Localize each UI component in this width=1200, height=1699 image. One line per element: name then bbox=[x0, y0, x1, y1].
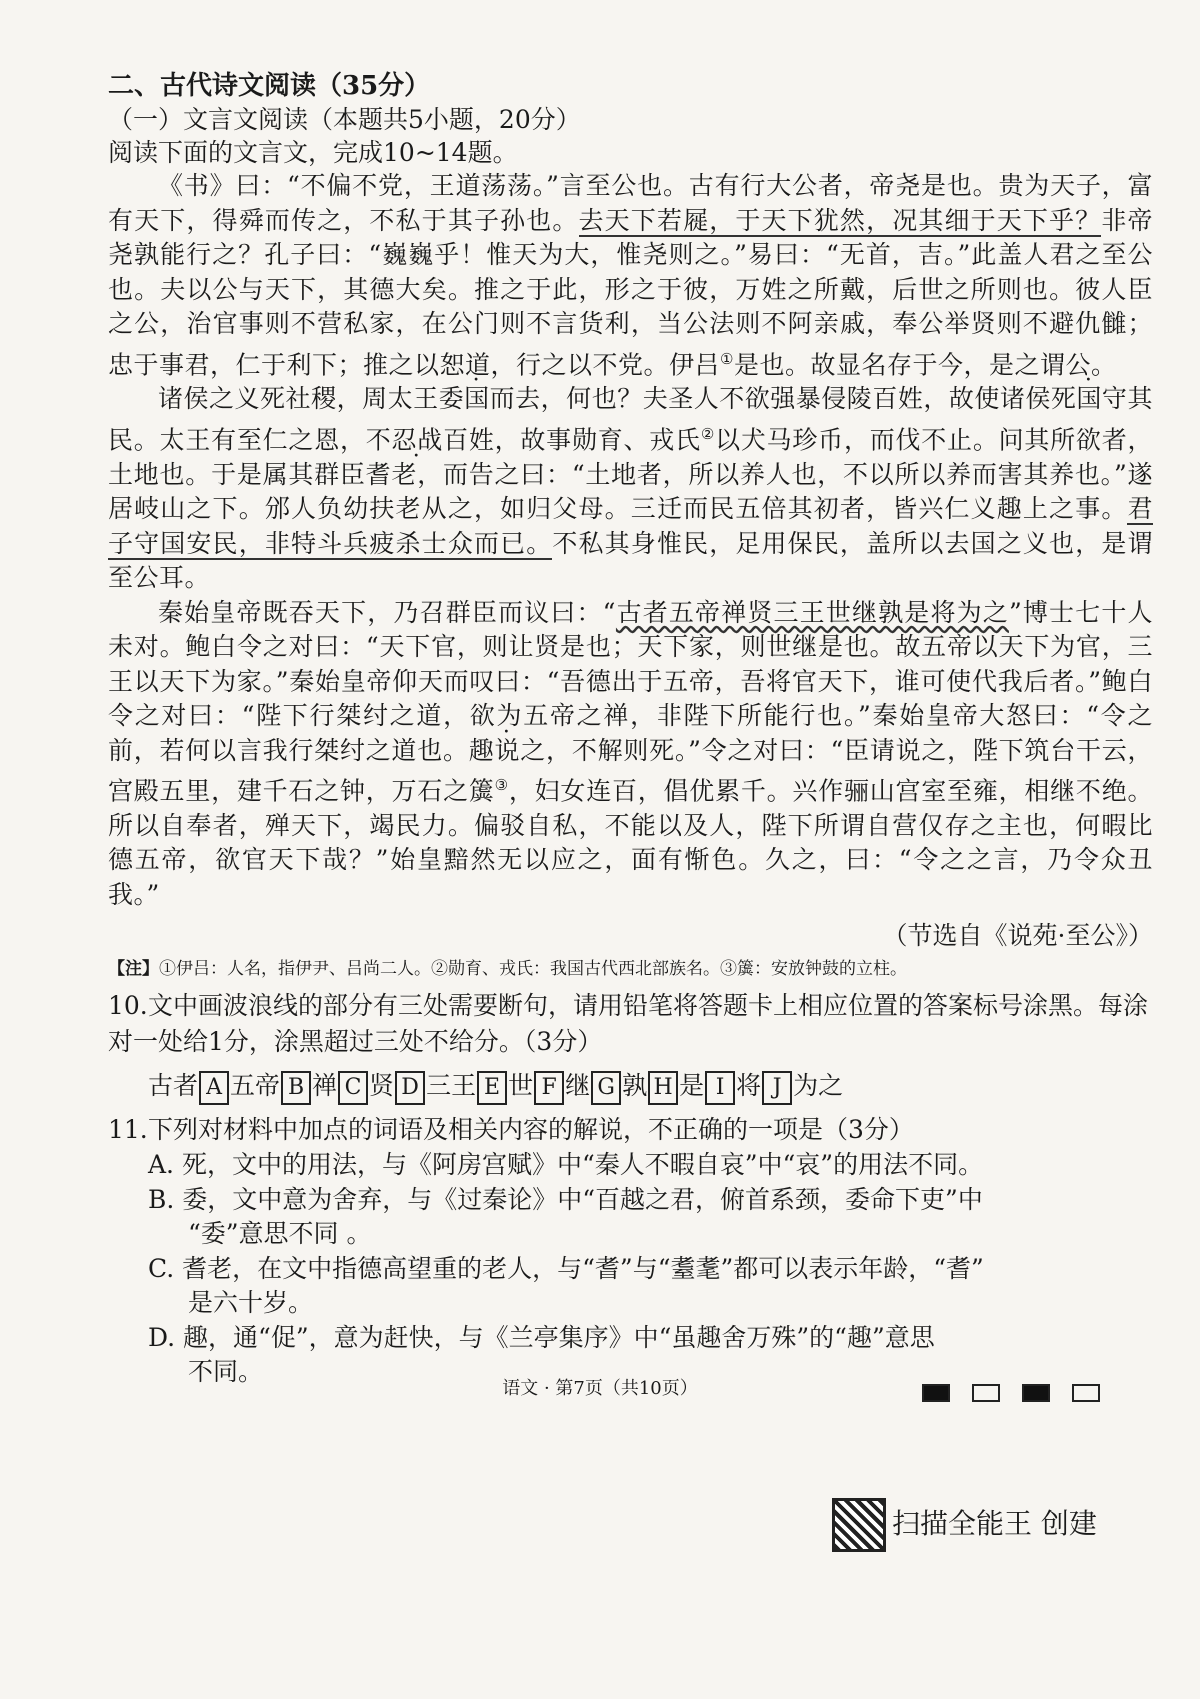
scanner-watermark bbox=[832, 1498, 1097, 1550]
option-b-continued bbox=[108, 1217, 1153, 1252]
text-segment: 继 bbox=[565, 1071, 591, 1101]
watermark-text: 扫描全能王 创建 bbox=[892, 1507, 1097, 1540]
answer-box-j[interactable]: J bbox=[762, 1071, 792, 1105]
registration-marks bbox=[922, 1382, 1122, 1402]
text-run: 说之，不解则死。”令之对曰：“臣请说之，陛下筑台干云，宫殿五里，建千石之钟，万石之簴 bbox=[108, 735, 1153, 806]
note-marker: ③ bbox=[494, 776, 509, 795]
text-run: 秦始皇帝既吞天下，乃召群臣而议曰：“ bbox=[158, 597, 616, 627]
question-number: 10. bbox=[108, 991, 148, 1021]
dotted-word: 耆老 bbox=[365, 459, 418, 489]
note-label: 【注】 bbox=[108, 959, 159, 980]
underlined-sentence: 去天下若屣，于天下犹然，况其细于天下乎？ bbox=[578, 205, 1102, 235]
text-segment: 五帝 bbox=[230, 1071, 281, 1101]
text-segment: 世 bbox=[508, 1071, 534, 1101]
dotted-word: 趣 bbox=[468, 735, 495, 765]
answer-box-h[interactable]: H bbox=[648, 1071, 678, 1105]
underlined-sentence: 君子守国安民，非特斗兵疲杀士众而已。 bbox=[108, 494, 1153, 558]
question-text: 下列对材料中加点的词语及相关内容的解说，不正确的一项是（3分） bbox=[148, 1115, 914, 1145]
text-segment: 为之 bbox=[793, 1071, 844, 1101]
question-text: 文中画波浪线的部分有三处需要断句，请用铅笔将答题卡上相应位置的答案标号涂黑。每涂对一处给1分，涂黑超过三处不给分。（3分） bbox=[108, 991, 1149, 1057]
text-segment: 三王 bbox=[426, 1071, 477, 1101]
text-segment: 贤 bbox=[369, 1071, 395, 1101]
question-11 bbox=[108, 1112, 1153, 1148]
passage-paragraph-3 bbox=[108, 596, 1153, 913]
filled-mark-icon bbox=[1022, 1384, 1050, 1402]
option-text: 是六十岁。 bbox=[188, 1288, 314, 1318]
option-text: 不同。 bbox=[188, 1357, 264, 1387]
question-number: 11. bbox=[108, 1115, 148, 1145]
text-run: 以犬马珍币，而伐不止。问其所欲者，土地也。于是属其群臣 bbox=[108, 425, 1153, 489]
note-text: ①伊吕：人名，指伊尹、吕尚二人。②勋育、戎氏：我国古代西北部族名。③簴：安放钟鼓的立柱。 bbox=[159, 959, 907, 980]
answer-box-c[interactable]: C bbox=[338, 1071, 368, 1105]
text-run: 国而去，何也？夫圣人不欲强暴侵陵百姓，故使诸侯 bbox=[464, 384, 1051, 414]
text-run: 是也。故显名存于今，是之谓公。 bbox=[733, 349, 1117, 379]
dotted-word: 死 bbox=[1050, 384, 1077, 414]
note-marker: ① bbox=[720, 349, 734, 368]
text-segment: 禅 bbox=[312, 1071, 338, 1101]
text-run: 《书》曰：“不偏不党，王道荡荡。”言至公也。古有行大公者，帝尧是也。贵为天子，富有天下，得舜而传之，不私于其子孙也。 bbox=[108, 171, 1153, 235]
question-10 bbox=[108, 988, 1153, 1060]
qr-code-icon bbox=[832, 1498, 886, 1552]
empty-mark-icon bbox=[972, 1384, 1000, 1402]
text-segment: 将 bbox=[736, 1071, 762, 1101]
answer-box-i[interactable]: I bbox=[705, 1071, 735, 1105]
answer-box-d[interactable]: D bbox=[395, 1071, 425, 1105]
passage-paragraph-1 bbox=[108, 169, 1153, 382]
text-run: ”博士七十人未对。鲍白令之对曰：“天下官，则让贤是也；天下家，则世继是也。故五帝以天下为官，三王以天下为家。”秦始皇帝仰天而叹曰：“吾德出于五帝，吾将官天下，谁可使代我后者。”鲍白令之对曰：“陛下行桀纣之道，欲为五帝之禅，非陛下所能行也。”秦始皇帝大怒曰：“令之前，若何以言我行桀纣之道也。 bbox=[108, 597, 1153, 765]
exam-page bbox=[108, 70, 1153, 1390]
option-d[interactable]: D. 趣，通“促”，意为赶快，与《兰亭集序》中“虽趣舍万殊”的“趣”意思 bbox=[148, 1322, 935, 1352]
text-run: ，而告之曰：“土地者，所以养人也，不以所以养而害其养也。”遂居岐山之下。邠人负幼扶老从之，如归父母。三迁而民五倍其初者，皆兴仁义趣上之事。 bbox=[108, 459, 1153, 524]
note-marker: ② bbox=[700, 424, 716, 443]
text-segment: 孰 bbox=[622, 1071, 648, 1101]
wavy-underlined-text: 古者五帝禅贤三王世继孰是将为之 bbox=[615, 597, 1009, 627]
text-run: 国守其民。太王有至仁之恩，不忍战百姓，故事勋育、戎氏 bbox=[108, 384, 1153, 455]
instruction: 阅读下面的文言文，完成10~14题。 bbox=[108, 138, 518, 167]
answer-box-e[interactable]: E bbox=[477, 1071, 507, 1105]
option-text: “委”意思不同 。 bbox=[188, 1219, 372, 1249]
passage-paragraph-2 bbox=[108, 382, 1153, 595]
option-a[interactable]: A. 死，文中的用法，与《阿房宫赋》中“秦人不暇自哀”中“哀”的用法不同。 bbox=[148, 1150, 984, 1180]
passage-source: （节选自《说苑·至公》） bbox=[882, 921, 1153, 951]
text-run: 非帝尧孰能行之？孔子曰：“巍巍乎！惟天为大，惟尧则之。”易曰：“无首，吉。”此盖人君之至公也。夫以公与天下，其德大矣。推之于此，形之于彼，万姓之所戴，后世之所则也。彼人臣之公，治官事则不营私家，在公门则不言货利，当公法则不阿亲戚，奉公举贤则不避仇雠；忠于事君，仁于利下；推之以恕道，行之以不党。伊吕 bbox=[108, 205, 1153, 379]
answer-box-f[interactable]: F bbox=[534, 1071, 564, 1105]
empty-mark-icon bbox=[1072, 1384, 1100, 1402]
option-c-continued bbox=[108, 1286, 1153, 1321]
dotted-word: 委 bbox=[438, 384, 465, 414]
text-run: 诸侯之义死社稷，周太王 bbox=[158, 384, 439, 414]
answer-box-b[interactable]: B bbox=[281, 1071, 311, 1105]
option-b[interactable]: B. 委，文中意为舍弃，与《过秦论》中“百越之君，俯首系颈，委命下吏”中 bbox=[148, 1184, 983, 1214]
text-run: 不私其身惟民，足用保民，盖所以去国之义也，是谓至公耳。 bbox=[108, 528, 1153, 593]
text-run: ，妇女连百，倡优累千。兴作骊山宫室至雍，相继不绝。所以自奉者，殚天下，竭民力。偏驳自私，不能以及人，陛下所谓自营仅存之主也，何暇比德五帝，欲官天下哉？”始皇黯然无以应之，面有惭色。久之，曰：“令之之言，乃令众丑我。” bbox=[108, 776, 1153, 909]
filled-mark-icon bbox=[922, 1384, 950, 1402]
page-footer: 语文 · 第7页（共10页） bbox=[502, 1378, 698, 1399]
text-segment: 是 bbox=[679, 1071, 705, 1101]
option-c[interactable]: C. 耆老，在文中指德高望重的老人，与“耆”与“耋耄”都可以表示年龄，“耆” bbox=[148, 1253, 984, 1283]
answer-options-row bbox=[148, 1066, 1153, 1106]
section-subtitle: （一）文言文阅读（本题共5小题，20分） bbox=[108, 105, 581, 134]
answer-box-g[interactable]: G bbox=[591, 1071, 621, 1105]
section-title: 二、古代诗文阅读（35分） bbox=[108, 71, 431, 101]
footnotes bbox=[108, 956, 1153, 982]
answer-box-a[interactable]: A bbox=[199, 1071, 229, 1105]
text-segment: 古者 bbox=[148, 1071, 199, 1101]
